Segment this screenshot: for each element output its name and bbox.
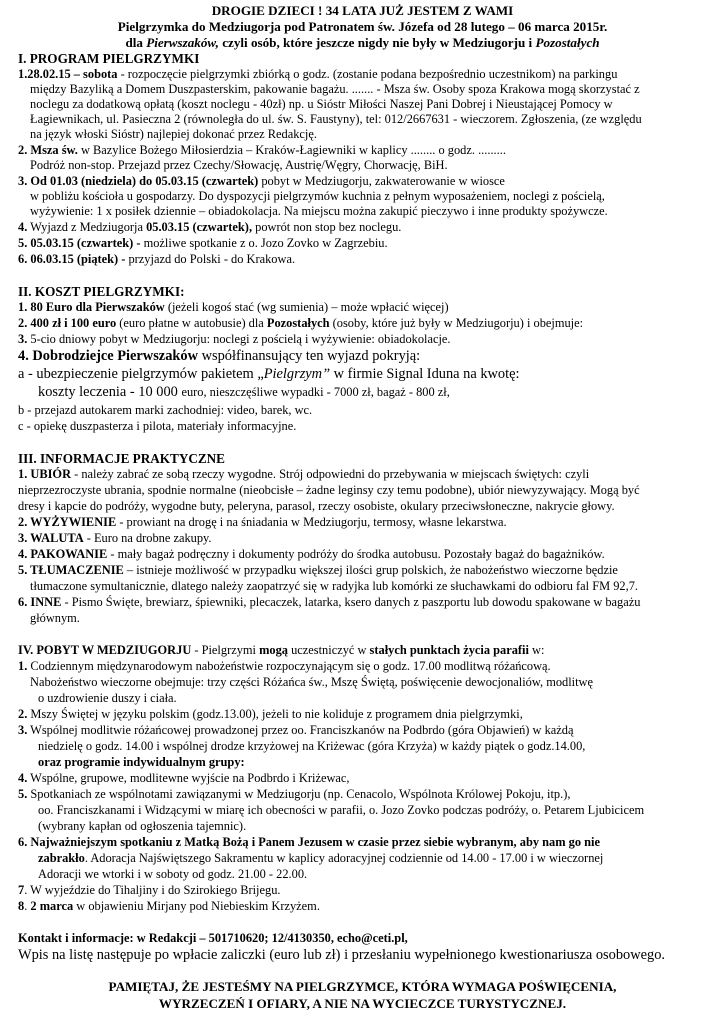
text-segment: 4. Dobrodziejce Pierwszaków <box>18 348 198 364</box>
text-line <box>30 82 640 97</box>
text-segment: WYRZECZEŃ I OFIARY, A NIE NA WYCIECZCE TURYSTYCZNEJ. <box>158 996 567 1011</box>
text-segment: uczestniczyć w <box>288 643 370 657</box>
text-segment: (osoby, które już były w Medziugorju) i obejmuje: <box>329 316 584 330</box>
text-segment: - rozpoczęcie pielgrzymki zbiórką o godz. (zostanie podana bezpośrednio uczestnikom) na parkingu <box>117 67 618 81</box>
text-segment: (euro płatne w autobusie) dla <box>116 316 267 330</box>
text-line <box>18 563 618 578</box>
text-segment: Mszy Świętej w języku polskim (godz.13.00), jeżeli to nie koliduje z programem dnia pielgrzymki, <box>27 707 523 721</box>
text-segment: Wpis na listę następuje po wpłacie zaliczki (euro lub zł) i przesłaniu wypełnionego kwestionariusza osobowego. <box>18 947 665 963</box>
text-segment: Pierwszaków, <box>146 35 219 50</box>
text-line <box>18 947 665 964</box>
text-segment: 3. WALUTA <box>18 531 84 545</box>
text-segment: 6. INNE <box>18 595 62 609</box>
text-segment: Łagiewnikach, ul. Pasieczna 2 (równoległa do ul. św. S. Faustyny), tel: 012/2667631 - wieczorem. Zgłoszenia, (ze względu <box>30 112 642 126</box>
text-segment: stałych punktach życia parafii <box>369 643 529 657</box>
text-segment: w: <box>528 643 545 657</box>
text-segment: Spotkaniach ze wspólnotami zawiązanymi w Medziugorju (np. Cenacolo, Wspólnota Królowej Pokoju, itp.), <box>27 787 571 801</box>
text-line <box>18 300 449 315</box>
text-segment: w objawieniu Mirjany pod Niebieskim Krzyżem. <box>73 899 320 913</box>
text-segment: 5. TŁUMACZENIE <box>18 563 124 577</box>
text-line <box>18 659 551 674</box>
text-line <box>18 723 573 738</box>
text-line <box>30 158 448 173</box>
text-line <box>30 579 638 594</box>
text-line <box>18 531 212 546</box>
text-line <box>30 112 642 127</box>
text-line <box>0 996 725 1011</box>
text-line <box>30 97 613 112</box>
text-segment: możliwe spotkanie z o. Jozo Zovko w Zagrzebiu. <box>140 236 388 250</box>
text-segment: PAMIĘTAJ, ŻE JESTEŚMY NA PIELGRZYMCE, KTÓRA WYMAGA POŚWIĘCENIA, <box>108 979 617 994</box>
text-segment: nieprzezroczyste ubrania, spodnie normalne (nieobcisłe – żadne leginsy czy temu podobne), ubiór niewyzywający. Mogą być <box>18 483 640 497</box>
text-segment: - Euro na drobne zakupy. <box>83 531 212 545</box>
text-segment: 2 marca <box>30 899 74 913</box>
text-segment: Pielgrzym” <box>263 366 331 382</box>
text-segment: 1. 80 Euro dla Pierwszaków <box>18 300 165 314</box>
text-line <box>38 739 585 754</box>
text-segment: 2. <box>18 707 28 721</box>
text-segment: 05.03.15 (czwartek), <box>146 220 253 234</box>
text-segment: mogą <box>259 643 288 657</box>
text-line <box>18 467 589 482</box>
text-segment: w pobliżu kościoła u gospodarzy. Do dyspozycji pielgrzymów kuchnia z pełnym wyposażeniem, noclegi z pościelą, <box>30 189 605 203</box>
text-segment: - prowiant na drogę i na śniadania w Medziugorju, termosy, własne lekarstwa. <box>116 515 507 529</box>
text-line <box>30 189 605 204</box>
text-line <box>18 51 199 66</box>
text-segment: zabrakło <box>38 851 85 865</box>
text-line <box>18 931 408 946</box>
text-segment: 1. <box>18 659 28 673</box>
text-line <box>0 3 725 18</box>
text-line <box>18 451 225 466</box>
text-line <box>18 284 184 299</box>
text-line <box>18 595 640 610</box>
text-line <box>30 127 317 142</box>
text-line <box>38 755 245 770</box>
text-line <box>18 143 506 158</box>
text-line <box>38 867 307 882</box>
text-segment: 4. <box>18 771 28 785</box>
text-segment: dresy i kapcie do podróży, wygodne buty, peleryna, parasol, rzeczy osobiste, okulary przeciwsłoneczne, nakrycie głowy. <box>18 499 615 513</box>
text-segment: oo. Franciszkanami i Widzącymi w miarę ich obecności w parafii, o. Jozo Zovko podczas podróży, o. Petarem Ljubicicem <box>38 803 645 817</box>
text-segment: . W wyjeździe do Tihaljiny i do Szirokiego Brijegu. <box>24 883 281 897</box>
text-segment: Wyjazd z Medziugorja <box>27 220 147 234</box>
text-segment: - Pismo Święte, brewiarz, śpiewniki, plecaczek, latarka, ksero danych z paszportu lub dowodu spakowane w bagażu <box>61 595 641 609</box>
text-segment: pobyt w Medziugorju, zakwaterowanie w wiosce <box>258 174 505 188</box>
text-segment: czyli osób, które jeszcze nigdy nie były w Medziugorju i <box>218 35 536 50</box>
text-segment: między Bazyliką a Domem Duszpasterskim, pakowanie bagażu. ....... - Msza św. Osoby spoza Krakowa mogą skorzystać z <box>30 82 640 96</box>
text-segment: 5-cio dniowy pobyt w Medziugorju: noclegi z pościelą i wyżywienie: obiadokolacje. <box>27 332 451 346</box>
text-line <box>38 851 603 866</box>
text-segment: DROGIE DZIECI ! 34 LATA JUŻ JESTEM Z WAMI <box>211 3 514 18</box>
text-line <box>30 611 80 626</box>
text-segment: Podróż non-stop. Przejazd przez Czechy/Słowację, Austrię/Węgry, Chorwację, BiH. <box>30 158 448 172</box>
text-segment: Codziennym międzynarodowym nabożeństwie rozpoczynającym się o godz. 17.00 modlitwą różańcową. <box>27 659 551 673</box>
text-line <box>30 204 608 219</box>
text-line <box>18 515 507 530</box>
text-line <box>18 835 600 850</box>
text-segment: 7 <box>18 883 25 897</box>
text-segment: dla <box>125 35 147 50</box>
text-segment: - należy zabrać ze sobą rzeczy wygodne. Strój odpowiedni do przebywania w miejscach świętych: czyli <box>71 467 590 481</box>
text-line <box>18 220 401 235</box>
text-segment: IV. POBYT W MEDZIUGORJU <box>18 643 192 657</box>
text-segment: 3. <box>18 723 28 737</box>
text-line <box>0 19 725 34</box>
text-line <box>38 691 177 706</box>
text-segment: Wspólne, grupowe, modlitewne wyjście na Podbrdo i Kriżewac, <box>27 771 350 785</box>
text-segment: 3. <box>18 332 28 346</box>
text-segment: w firmie Signal Iduna na kwotę: <box>330 366 520 382</box>
text-segment: na język włoski Sióstr) najlepiej dokonać przez Redakcję. <box>30 127 317 141</box>
text-segment: współfinansujący ten wyjazd pokryją: <box>197 348 421 364</box>
text-segment: Kontakt i informacje: w Redakcji – 501710620; 12/4130350, echo@ceti.pl, <box>18 931 408 945</box>
text-segment: tłumaczone symultanicznie, dlatego należy zaopatrzyć się w radyjka lub komórki ze słuchawkami do odbioru fal FM 92,7. <box>30 579 638 593</box>
text-line <box>18 499 615 514</box>
text-segment: - mały bagaż podręczny i dokumenty podróży do środka autobusu. Pozostały bagaż do bagażników. <box>107 547 605 561</box>
text-line <box>0 35 725 50</box>
text-line <box>18 252 295 267</box>
text-segment: powrót non stop bez noclegu. <box>252 220 402 234</box>
text-segment: 2. 400 zł i 100 euro <box>18 316 117 330</box>
text-segment: (wybrany kapłan od ogłoszenia tajemnic). <box>38 819 247 833</box>
text-segment: głównym. <box>30 611 80 625</box>
text-segment: wyżywienie: 1 x posiłek dziennie – obiadokolacja. Na miejscu można zakupić pieczywo i inne produkty spożywcze. <box>30 204 608 218</box>
text-segment: 2. WYŻYWIENIE <box>18 515 117 529</box>
text-segment: przyjazd do Polski - do Krakowa. <box>125 252 296 266</box>
text-segment: Pielgrzymka do Medziugorja pod Patronatem św. Józefa od 28 lutego – 06 marca 2015r. <box>117 19 608 34</box>
text-segment: Nabożeństwo wieczorne obejmuje: trzy części Różańca św., Mszę Świętą, poświęcenie dewocjonaliów, modlitwę <box>30 675 594 689</box>
text-segment: – istnieje możliwość w przypadku większej ilości grup polskich, że nabożeństwo wieczorne będzie <box>123 563 618 577</box>
text-line <box>18 707 523 722</box>
text-line <box>18 419 296 434</box>
text-line <box>18 883 281 898</box>
text-segment: o uzdrowienie duszy i ciała. <box>38 691 177 705</box>
text-segment: 4. PAKOWANIE <box>18 547 108 561</box>
text-segment: niedzielę o godz. 14.00 i wspólnej drodze krzyżowej na Kriżewac (góra Krzyża) w każdy piątek o godz.14.00, <box>38 739 586 753</box>
text-segment: 1.28.02.15 – sobota <box>18 67 118 81</box>
text-segment: . Adoracja Najświętszego Sakramentu w kaplicy adoracyjnej codziennie od 14.00 - 17.00 i w wieczornej <box>84 851 604 865</box>
text-line <box>18 483 640 498</box>
text-line <box>18 771 350 786</box>
text-segment: noclegu za dodatkową opłatą (koszt noclegu - 40zł) np. u Sióstr Miłości Naszej Pani Dobrej i Nieustającej Pomocy w <box>30 97 613 111</box>
text-segment: Wspólnej modlitwie różańcowej prowadzonej przez oo. Franciszkanów na Podbrdo (góra Objawień) w każdą <box>27 723 574 737</box>
text-segment: Pozostałych <box>266 316 330 330</box>
text-line <box>18 366 520 383</box>
text-line <box>38 819 246 834</box>
text-line <box>18 899 320 914</box>
text-segment: 5. <box>18 787 28 801</box>
text-line <box>18 67 617 82</box>
text-segment: . <box>24 899 31 913</box>
text-segment: oraz programie indywidualnym grupy: <box>38 755 245 769</box>
text-segment: b - przejazd autokarem marki zachodniej: video, barek, wc. <box>18 403 313 417</box>
text-segment: koszty leczenia - 10 000 <box>38 384 182 400</box>
text-segment: III. INFORMACJE PRAKTYCZNE <box>18 451 225 466</box>
text-segment: 2. Msza św. <box>18 143 78 157</box>
text-segment: Adoracji we wtorki i w soboty od godz. 21.00 - 22.00. <box>38 867 308 881</box>
text-segment: Pozostałych <box>535 35 600 50</box>
text-segment: w Bazylice Bożego Miłosierdzia – Kraków-Łagiewniki w kaplicy ........ o godz. ......... <box>77 143 506 157</box>
text-segment: 8 <box>18 899 25 913</box>
text-line <box>18 174 505 189</box>
text-segment: a - ubezpieczenie pielgrzymów pakietem „ <box>18 366 264 382</box>
text-line <box>18 316 583 331</box>
text-line <box>18 332 451 347</box>
text-line <box>18 236 388 251</box>
text-segment: 3. Od 01.03 (niedziela) do 05.03.15 (czwartek) <box>18 174 259 188</box>
text-segment: (jeżeli kogoś stać (wg sumienia) – może wpłacić więcej) <box>164 300 449 314</box>
text-segment: euro, nieszczęśliwe wypadki - 7000 zł, bagaż - 800 zł, <box>181 385 450 399</box>
text-line <box>18 403 312 418</box>
text-segment: 5. 05.03.15 (czwartek) - <box>18 236 141 250</box>
text-line <box>38 803 644 818</box>
text-segment: 1. UBIÓR <box>18 467 72 481</box>
text-line <box>18 787 570 802</box>
text-line <box>18 643 544 658</box>
text-line <box>18 547 605 562</box>
text-line <box>30 675 593 690</box>
text-segment: 6. Najważniejszym spotkaniu z Matką Bożą i Panem Jezusem w czasie przez siebie wybranym, aby nam go nie <box>18 835 600 849</box>
text-segment: c - opiekę duszpasterza i pilota, materiały informacyjne. <box>18 419 297 433</box>
text-line <box>38 384 450 401</box>
text-segment: 6. 06.03.15 (piątek) - <box>18 252 126 266</box>
text-line <box>0 979 725 994</box>
text-segment: I. PROGRAM PIELGRZYMKI <box>18 51 200 66</box>
text-segment: 4. <box>18 220 28 234</box>
text-line <box>18 348 420 365</box>
text-segment: II. KOSZT PIELGRZYMKI: <box>18 284 185 299</box>
text-segment: - Pielgrzymi <box>191 643 260 657</box>
